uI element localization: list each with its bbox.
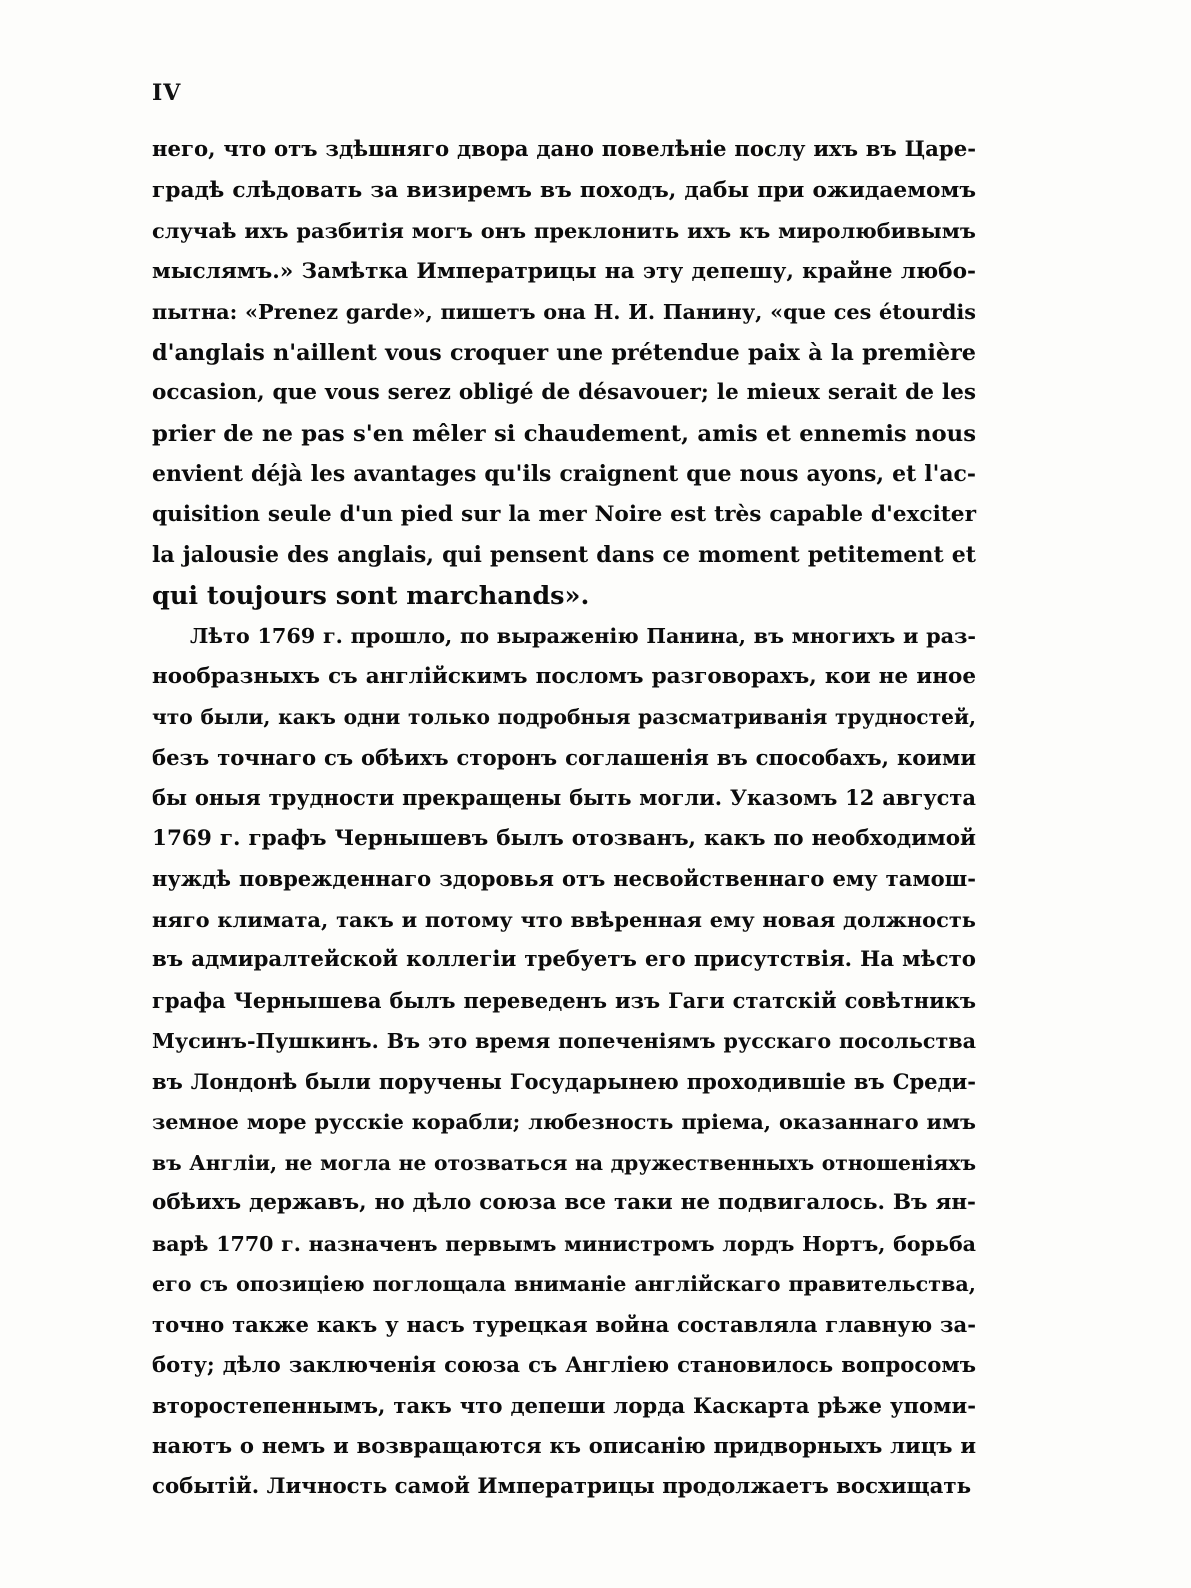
text-line: quisition seule d'un pied sur la mer Noire est très capable d'exciter: [152, 501, 976, 527]
page-number: IV: [152, 80, 182, 106]
text-line: обѣихъ державъ, но дѣло союза все таки не подвигалось. Въ ян-: [152, 1190, 976, 1215]
text-line: случаѣ ихъ разбитія могъ онъ преклонить ихъ къ миролюбивымъ: [152, 218, 976, 243]
text-line: нообразныхъ съ англійскимъ посломъ разговорахъ, кои не иное: [152, 663, 976, 689]
text-line: него, что отъ здѣшняго двора дано повелѣніе послу ихъ въ Царе-: [152, 137, 976, 162]
text-line: Лѣто 1769 г. прошло, по выраженію Панина, въ многихъ и раз-: [190, 623, 976, 648]
text-line: 1769 г. графъ Чернышевъ былъ отозванъ, какъ по необходимой: [152, 825, 976, 851]
text-line: Мусинъ-Пушкинъ. Въ это время попеченіямъ русскаго посольства: [152, 1029, 976, 1053]
text-line: второстепеннымъ, такъ что депеши лорда Каскарта рѣже упоми-: [152, 1392, 976, 1418]
text-line: d'anglais n'aillent vous croquer une prétendue paix à la première: [152, 339, 976, 366]
text-line: наютъ о немъ и возвращаются къ описанію придворныхъ лицъ и: [152, 1433, 976, 1458]
text-body: [152, 130, 976, 1507]
text-line: мыслямъ.» Замѣтка Императрицы на эту депешу, крайне любо-: [152, 258, 976, 284]
text-line: въ Лондонѣ были поручены Государынею проходившіе въ Среди-: [152, 1068, 976, 1094]
text-line: prier de ne pas s'en mêler si chaudement, amis et ennemis nous: [152, 420, 976, 447]
paragraph: [152, 616, 976, 1507]
text-line: няго климата, такъ и потому что ввѣренная ему новая должность: [152, 906, 976, 932]
text-line: envient déjà les avantages qu'ils craignent que nous ayons, et l'ac-: [152, 461, 976, 487]
text-line: въ адмиралтейской коллегіи требуетъ его присутствія. На мѣсто: [152, 947, 976, 972]
text-line: градѣ слѣдовать за визиремъ въ походъ, дабы при ожидаемомъ: [152, 177, 976, 203]
text-line: нуждѣ поврежденнаго здоровья отъ несвойственнаго ему тамош-: [152, 866, 976, 891]
text-line: земное море русскіе корабли; любезность пріема, оказаннаго имъ: [152, 1109, 976, 1134]
text-line: событій. Личность самой Императрицы продолжаетъ восхищать: [152, 1473, 972, 1499]
text-line: его съ опозиціею поглощала вниманіе англійскаго правительства,: [152, 1272, 976, 1296]
text-line: въ Англіи, не могла не отозваться на дружественныхъ отношеніяхъ: [152, 1150, 976, 1175]
text-line: occasion, que vous serez obligé de désavouer; le mieux serait de les: [152, 380, 976, 405]
text-line: пытна: «Prenez garde», пишетъ она Н. И. Панину, «que ces étourdis: [152, 299, 976, 324]
text-line: боту; дѣло заключенія союза съ Англіею становилось вопросомъ: [152, 1352, 976, 1377]
text-line: qui toujours sont marchands».: [152, 580, 590, 611]
text-line: точно также какъ у насъ турецкая война составляла главную за-: [152, 1311, 976, 1337]
text-line: la jalousie des anglais, qui pensent dans ce moment petitement et: [152, 542, 976, 568]
text-line: безъ точнаго съ обѣихъ сторонъ соглашенія въ способахъ, коими: [152, 744, 976, 770]
text-line: графа Чернышева былъ переведенъ изъ Гаги статскій совѣтникъ: [152, 987, 976, 1013]
text-line: варѣ 1770 г. назначенъ первымъ министромъ лордъ Нортъ, борьба: [152, 1231, 976, 1256]
paragraph: [152, 130, 976, 616]
text-line: что были, какъ одни только подробныя разсматриванія трудностей,: [152, 705, 976, 729]
text-line: бы оныя трудности прекращены быть могли. Указомъ 12 августа: [152, 785, 976, 810]
